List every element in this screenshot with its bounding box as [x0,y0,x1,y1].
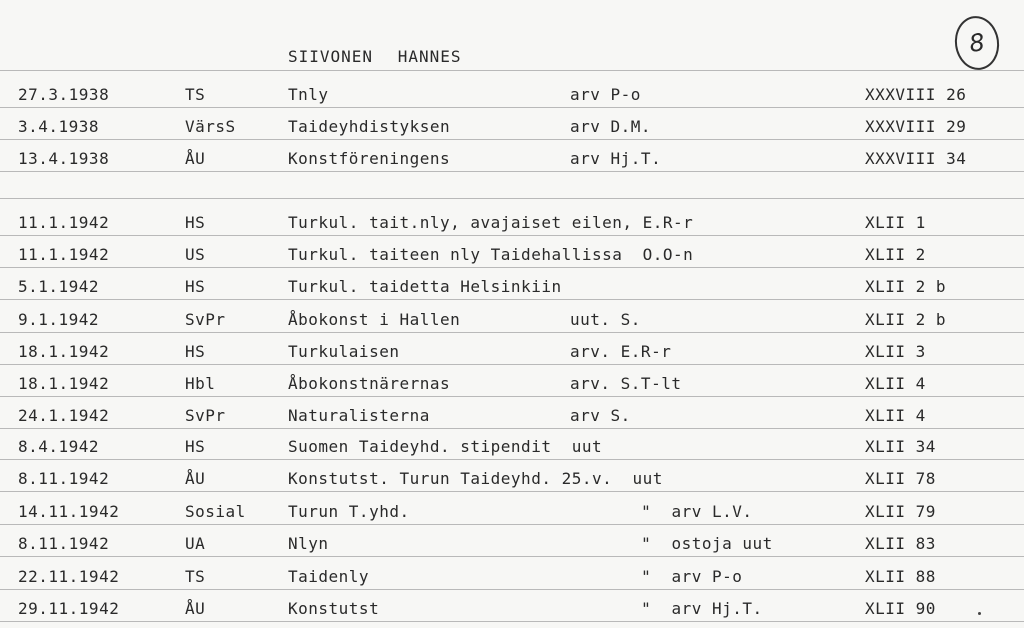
entry-date: 3.4.1938 [18,117,100,136]
entry-source: Hbl [185,374,216,393]
row-divider [0,171,1024,172]
entry-title: Taidenly [288,567,370,586]
entry-reference: XLII 2 b [865,277,947,296]
entry-title: Turkul. taiteen nly Taidehallissa O.O-n [288,245,694,264]
entry-source: ÅU [185,599,206,618]
row-divider [0,267,1024,268]
entry-title: Konstutst [288,599,380,618]
entry-title: Turkul. tait.nly, avajaiset eilen, E.R-r [288,213,694,232]
entry-reference: XXXVIII 26 [865,85,967,104]
entry-date: 8.4.1942 [18,437,100,456]
entry-title: Turkulaisen [288,342,400,361]
row-divider [0,589,1024,590]
entry-note: arv P-o [570,85,641,104]
entry-reference: XLII 2 b [865,310,947,329]
entry-title: Åbokonst i Hallen [288,310,461,329]
list-item [0,207,1024,235]
row-divider [0,332,1024,333]
entry-source: HS [185,437,206,456]
entry-date: 8.11.1942 [18,469,110,488]
entry-reference: XLII 4 [865,374,926,393]
list-item [0,79,1024,107]
entry-date: 24.1.1942 [18,406,110,425]
entry-note: arv D.M. [570,117,652,136]
entry-source: US [185,245,206,264]
entry-title: Suomen Taideyhd. stipendit uut [288,437,603,456]
ink-dot [978,612,981,615]
list-item [0,111,1024,139]
entry-date: 5.1.1942 [18,277,100,296]
entry-title: Turkul. taidetta Helsinkiin [288,277,562,296]
entry-date: 14.11.1942 [18,502,120,521]
entry-date: 11.1.1942 [18,213,110,232]
entry-source: UA [185,534,206,553]
entry-date: 9.1.1942 [18,310,100,329]
entry-date: 18.1.1942 [18,342,110,361]
list-item [0,271,1024,299]
list-item [0,463,1024,491]
list-item [0,496,1024,524]
entry-note: " ostoja uut [560,534,773,553]
entry-date: 11.1.1942 [18,245,110,264]
entry-title: Nlyn [288,534,329,553]
entry-note: " arv P-o [560,567,743,586]
list-item [0,239,1024,267]
entry-title: Turun T.yhd. [288,502,410,521]
entry-title: Åbokonstnärernas [288,374,451,393]
divider-line [0,70,1024,71]
entry-source: SvPr [185,310,226,329]
entry-title: Taideyhdistyksen [288,117,451,136]
entry-reference: XLII 83 [865,534,936,553]
list-item [0,336,1024,364]
entry-source: HS [185,213,206,232]
entry-note: arv Hj.T. [570,149,662,168]
list-item [0,400,1024,428]
entry-source: Sosial [185,502,246,521]
list-item [0,143,1024,171]
entry-title: Konstföreningens [288,149,451,168]
row-divider [0,524,1024,525]
entry-reference: XLII 90 [865,599,936,618]
entry-reference: XLII 79 [865,502,936,521]
row-divider [0,428,1024,429]
entry-date: 13.4.1938 [18,149,110,168]
row-divider [0,364,1024,365]
entry-reference: XXXVIII 34 [865,149,967,168]
entry-source: ÅU [185,149,206,168]
entry-note: arv. S.T-lt [570,374,682,393]
entry-source: VärsS [185,117,236,136]
entry-title: Tnly [288,85,329,104]
card-number-circled: 8 [951,13,1002,73]
entry-note: " arv L.V. [560,502,753,521]
entry-note: arv. E.R-r [570,342,672,361]
card-name-heading: SIIVONEN HANNES [288,47,462,66]
entry-note: arv S. [570,406,631,425]
row-divider [0,139,1024,140]
list-item [0,528,1024,556]
entry-title: Naturalisterna [288,406,430,425]
list-item [0,561,1024,589]
row-divider [0,491,1024,492]
row-divider [0,459,1024,460]
row-divider [0,235,1024,236]
entry-source: TS [185,85,206,104]
entry-note: " arv Hj.T. [560,599,763,618]
entry-reference: XLII 3 [865,342,926,361]
entry-note: uut. S. [570,310,641,329]
list-item [0,304,1024,332]
row-divider [0,556,1024,557]
entry-reference: XLII 4 [865,406,926,425]
entry-reference: XXXVIII 29 [865,117,967,136]
entry-reference: XLII 1 [865,213,926,232]
entry-source: ÅU [185,469,206,488]
entry-date: 18.1.1942 [18,374,110,393]
entry-source: HS [185,277,206,296]
list-item [0,431,1024,459]
entry-reference: XLII 34 [865,437,936,456]
row-divider [0,396,1024,397]
list-item [0,368,1024,396]
entry-source: HS [185,342,206,361]
entry-source: TS [185,567,206,586]
entry-reference: XLII 2 [865,245,926,264]
entry-date: 22.11.1942 [18,567,120,586]
divider-line [0,198,1024,199]
row-divider [0,299,1024,300]
entry-source: SvPr [185,406,226,425]
row-divider [0,621,1024,622]
row-divider [0,107,1024,108]
list-item [0,593,1024,621]
entry-date: 8.11.1942 [18,534,110,553]
entry-reference: XLII 88 [865,567,936,586]
entry-date: 29.11.1942 [18,599,120,618]
entry-date: 27.3.1938 [18,85,110,104]
entry-title: Konstutst. Turun Taideyhd. 25.v. uut [288,469,663,488]
entry-reference: XLII 78 [865,469,936,488]
